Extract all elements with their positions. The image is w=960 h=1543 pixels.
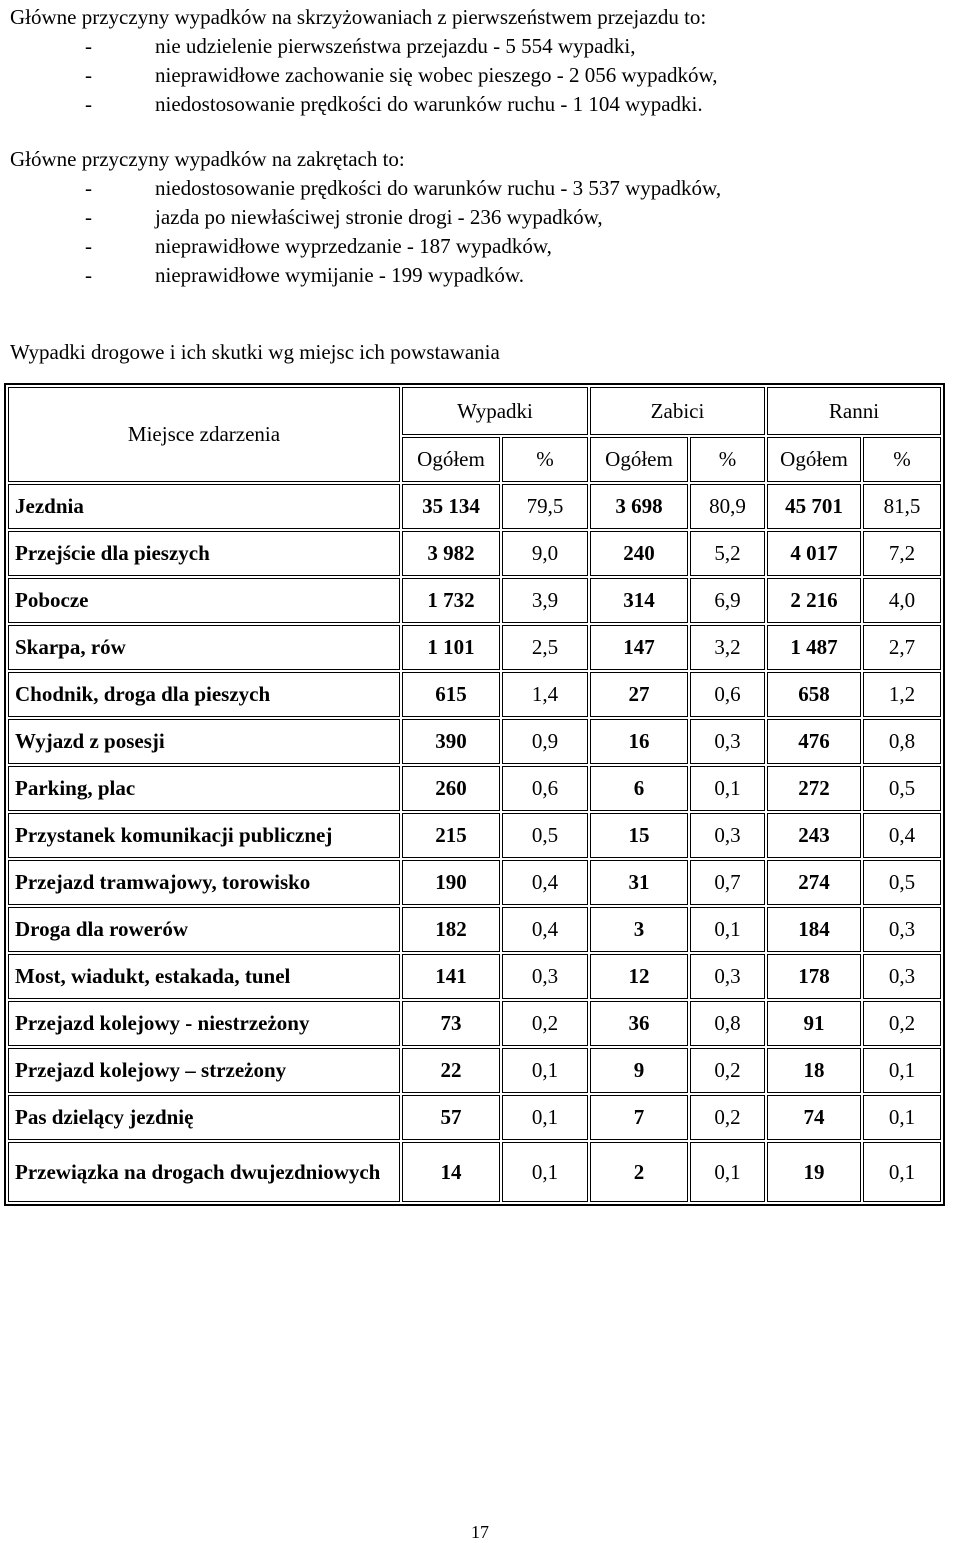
accidents-pct-cell: 9,0 — [502, 531, 588, 576]
place-cell: Przejście dla pieszych — [8, 531, 400, 576]
injured-total-cell: 184 — [767, 907, 861, 952]
accidents-total-cell: 260 — [402, 766, 500, 811]
accidents-pct-cell: 0,1 — [502, 1048, 588, 1093]
list-item-text: nie udzielenie pierwszeństwa przejazdu - 5 554 wypadki, — [155, 34, 636, 58]
injured-pct-cell: 0,1 — [863, 1048, 941, 1093]
injured-pct-cell: 0,3 — [863, 907, 941, 952]
accidents-total-cell: 215 — [402, 813, 500, 858]
section-heading: Główne przyczyny wypadków na skrzyżowaniach z pierwszeństwem przejazdu to: — [10, 5, 707, 29]
place-cell: Chodnik, droga dla pieszych — [8, 672, 400, 717]
list-item — [10, 61, 718, 90]
place-cell: Przewiązka na drogach dwujezdniowych — [8, 1142, 400, 1202]
injured-total-cell: 658 — [767, 672, 861, 717]
injured-pct-cell: 0,8 — [863, 719, 941, 764]
list-dash: - — [85, 205, 92, 229]
header-total: Ogółem — [767, 437, 861, 482]
list-dash: - — [85, 34, 92, 58]
table-row — [8, 578, 941, 623]
table-row — [8, 1142, 941, 1202]
accidents-pct-cell: 2,5 — [502, 625, 588, 670]
table-row — [8, 907, 941, 952]
list-item — [10, 261, 721, 290]
injured-total-cell: 272 — [767, 766, 861, 811]
list-dash: - — [85, 263, 92, 287]
place-cell: Most, wiadukt, estakada, tunel — [8, 954, 400, 999]
killed-total-cell: 12 — [590, 954, 688, 999]
killed-pct-cell: 0,6 — [690, 672, 765, 717]
list-item-text: niedostosowanie prędkości do warunków ruchu - 3 537 wypadków, — [155, 176, 722, 200]
place-cell: Jezdnia — [8, 484, 400, 529]
header-pct: % — [863, 437, 941, 482]
injured-total-cell: 18 — [767, 1048, 861, 1093]
accidents-pct-cell: 3,9 — [502, 578, 588, 623]
place-cell: Wyjazd z posesji — [8, 719, 400, 764]
killed-pct-cell: 80,9 — [690, 484, 765, 529]
injured-pct-cell: 81,5 — [863, 484, 941, 529]
killed-pct-cell: 0,2 — [690, 1095, 765, 1140]
list-dash: - — [85, 92, 92, 116]
table-row — [8, 813, 941, 858]
injured-total-cell: 74 — [767, 1095, 861, 1140]
injured-pct-cell: 0,2 — [863, 1001, 941, 1046]
killed-total-cell: 7 — [590, 1095, 688, 1140]
injured-pct-cell: 0,5 — [863, 860, 941, 905]
accidents-total-cell: 57 — [402, 1095, 500, 1140]
place-cell: Przejazd kolejowy – strzeżony — [8, 1048, 400, 1093]
header-group-accidents: Wypadki — [402, 387, 588, 435]
header-pct: % — [690, 437, 765, 482]
list-item-text: jazda po niewłaściwej stronie drogi - 236 wypadków, — [155, 205, 603, 229]
accidents-total-cell: 1 732 — [402, 578, 500, 623]
accidents-total-cell: 1 101 — [402, 625, 500, 670]
place-cell: Droga dla rowerów — [8, 907, 400, 952]
list-item-text: nieprawidłowe wymijanie - 199 wypadków. — [155, 263, 524, 287]
injured-pct-cell: 2,7 — [863, 625, 941, 670]
intro-section-curves — [10, 145, 721, 290]
table-title: Wypadki drogowe i ich skutki wg miejsc ich powstawania — [10, 340, 500, 364]
injured-pct-cell: 0,3 — [863, 954, 941, 999]
accidents-pct-cell: 79,5 — [502, 484, 588, 529]
table-row — [8, 954, 941, 999]
list-item — [10, 203, 721, 232]
accidents-pct-cell: 0,5 — [502, 813, 588, 858]
killed-pct-cell: 5,2 — [690, 531, 765, 576]
accidents-total-cell: 14 — [402, 1142, 500, 1202]
injured-total-cell: 91 — [767, 1001, 861, 1046]
injured-total-cell: 1 487 — [767, 625, 861, 670]
injured-total-cell: 476 — [767, 719, 861, 764]
injured-total-cell: 2 216 — [767, 578, 861, 623]
accidents-pct-cell: 0,6 — [502, 766, 588, 811]
section-heading: Główne przyczyny wypadków na zakrętach to: — [10, 147, 405, 171]
place-cell: Przystanek komunikacji publicznej — [8, 813, 400, 858]
accidents-total-cell: 141 — [402, 954, 500, 999]
killed-pct-cell: 0,2 — [690, 1048, 765, 1093]
accidents-total-cell: 182 — [402, 907, 500, 952]
accidents-pct-cell: 0,1 — [502, 1142, 588, 1202]
killed-pct-cell: 0,3 — [690, 719, 765, 764]
injured-pct-cell: 0,4 — [863, 813, 941, 858]
killed-pct-cell: 0,8 — [690, 1001, 765, 1046]
accidents-total-cell: 390 — [402, 719, 500, 764]
killed-total-cell: 27 — [590, 672, 688, 717]
header-total: Ogółem — [402, 437, 500, 482]
accidents-total-cell: 3 982 — [402, 531, 500, 576]
page-number: 17 — [471, 1522, 489, 1542]
killed-total-cell: 9 — [590, 1048, 688, 1093]
list-item — [10, 32, 718, 61]
table-row — [8, 1001, 941, 1046]
table-row — [8, 719, 941, 764]
killed-total-cell: 36 — [590, 1001, 688, 1046]
killed-pct-cell: 0,3 — [690, 813, 765, 858]
table-row — [8, 625, 941, 670]
header-place: Miejsce zdarzenia — [8, 387, 400, 482]
injured-total-cell: 45 701 — [767, 484, 861, 529]
list-dash: - — [85, 234, 92, 258]
killed-total-cell: 16 — [590, 719, 688, 764]
table-row — [8, 484, 941, 529]
header-pct: % — [502, 437, 588, 482]
killed-total-cell: 31 — [590, 860, 688, 905]
header-group-injured: Ranni — [767, 387, 941, 435]
place-cell: Parking, plac — [8, 766, 400, 811]
accidents-pct-cell: 0,2 — [502, 1001, 588, 1046]
injured-pct-cell: 0,1 — [863, 1095, 941, 1140]
injured-total-cell: 19 — [767, 1142, 861, 1202]
killed-pct-cell: 0,1 — [690, 1142, 765, 1202]
killed-total-cell: 314 — [590, 578, 688, 623]
accidents-pct-cell: 1,4 — [502, 672, 588, 717]
killed-total-cell: 2 — [590, 1142, 688, 1202]
place-cell: Skarpa, rów — [8, 625, 400, 670]
list-item — [10, 232, 721, 261]
list-item-text: niedostosowanie prędkości do warunków ruchu - 1 104 wypadki. — [155, 92, 703, 116]
table-row — [8, 1048, 941, 1093]
accidents-pct-cell: 0,4 — [502, 907, 588, 952]
injured-total-cell: 4 017 — [767, 531, 861, 576]
table-row — [8, 860, 941, 905]
place-cell: Pas dzielący jezdnię — [8, 1095, 400, 1140]
injured-total-cell: 243 — [767, 813, 861, 858]
injured-pct-cell: 0,1 — [863, 1142, 941, 1202]
list-item-text: nieprawidłowe wyprzedzanie - 187 wypadków, — [155, 234, 552, 258]
place-cell: Pobocze — [8, 578, 400, 623]
accidents-pct-cell: 0,1 — [502, 1095, 588, 1140]
killed-pct-cell: 0,1 — [690, 766, 765, 811]
injured-total-cell: 274 — [767, 860, 861, 905]
table-row — [8, 672, 941, 717]
injured-pct-cell: 7,2 — [863, 531, 941, 576]
killed-total-cell: 3 — [590, 907, 688, 952]
list-dash: - — [85, 63, 92, 87]
place-cell: Przejazd tramwajowy, torowisko — [8, 860, 400, 905]
header-group-killed: Zabici — [590, 387, 765, 435]
killed-pct-cell: 6,9 — [690, 578, 765, 623]
accidents-total-cell: 35 134 — [402, 484, 500, 529]
killed-total-cell: 147 — [590, 625, 688, 670]
table-row — [8, 766, 941, 811]
killed-pct-cell: 0,7 — [690, 860, 765, 905]
header-total: Ogółem — [590, 437, 688, 482]
accidents-pct-cell: 0,9 — [502, 719, 588, 764]
accidents-total-cell: 22 — [402, 1048, 500, 1093]
killed-pct-cell: 0,1 — [690, 907, 765, 952]
place-cell: Przejazd kolejowy - niestrzeżony — [8, 1001, 400, 1046]
injured-pct-cell: 0,5 — [863, 766, 941, 811]
killed-total-cell: 6 — [590, 766, 688, 811]
table-row — [8, 1095, 941, 1140]
injured-pct-cell: 4,0 — [863, 578, 941, 623]
killed-pct-cell: 3,2 — [690, 625, 765, 670]
accidents-total-cell: 190 — [402, 860, 500, 905]
accidents-total-cell: 73 — [402, 1001, 500, 1046]
header-row-groups — [8, 387, 941, 435]
killed-total-cell: 240 — [590, 531, 688, 576]
accidents-by-place-table — [4, 383, 945, 1206]
killed-total-cell: 15 — [590, 813, 688, 858]
list-item-text: nieprawidłowe zachowanie się wobec pieszego - 2 056 wypadków, — [155, 63, 718, 87]
killed-pct-cell: 0,3 — [690, 954, 765, 999]
list-item — [10, 90, 718, 119]
list-item — [10, 174, 721, 203]
injured-pct-cell: 1,2 — [863, 672, 941, 717]
list-dash: - — [85, 176, 92, 200]
accidents-pct-cell: 0,3 — [502, 954, 588, 999]
table-body — [8, 484, 941, 1202]
table-row — [8, 531, 941, 576]
intro-section-intersections — [10, 3, 718, 119]
killed-total-cell: 3 698 — [590, 484, 688, 529]
accidents-pct-cell: 0,4 — [502, 860, 588, 905]
injured-total-cell: 178 — [767, 954, 861, 999]
accidents-total-cell: 615 — [402, 672, 500, 717]
